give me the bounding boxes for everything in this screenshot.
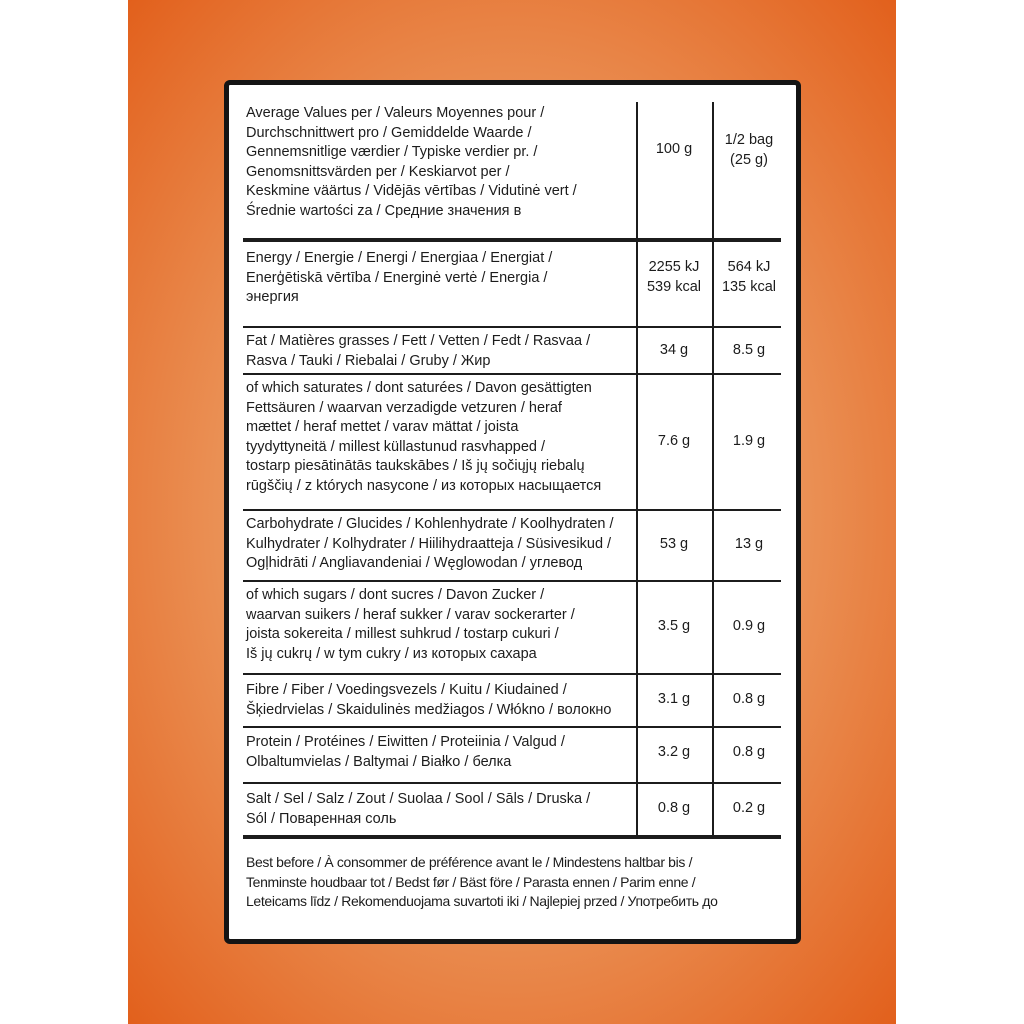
saturates-per-half-bag: 1.9 g: [732, 433, 766, 449]
table-header-row: [243, 102, 781, 238]
protein-label: Protein / Protéines / Eiwitten / Proteiinia / Valgud / Olbaltumvielas / Baltymai / Białko / белка: [246, 734, 565, 770]
fat-label: Fat / Matières grasses / Fett / Vetten / Fedt / Rasvaa / Rasva / Tauki / Riebalai / Gruby / Жир: [246, 333, 591, 369]
table-row-protein: [243, 728, 781, 782]
header-per-100g: 100 g: [655, 141, 693, 157]
table-row-sugars: [243, 582, 781, 673]
table-row-saturates: [243, 375, 781, 509]
fibre-per-100g: 3.1 g: [657, 691, 691, 707]
saturates-per-100g: 7.6 g: [657, 433, 691, 449]
salt-per-half-bag: 0.2 g: [732, 800, 766, 816]
sugars-per-half-bag: 0.9 g: [732, 618, 766, 634]
protein-per-100g: 3.2 g: [657, 744, 691, 760]
energy-per-100g: 2255 kJ 539 kcal: [646, 259, 701, 295]
energy-per-half-bag: 564 kJ 135 kcal: [721, 259, 776, 295]
energy-label: Energy / Energie / Energi / Energiaa / Energiat / Enerģētiskā vērtība / Energinė vertė / Energia / энергия: [246, 250, 553, 305]
salt-per-100g: 0.8 g: [657, 800, 691, 816]
table-row-salt: [243, 784, 781, 835]
footer-separator: [243, 835, 781, 839]
table-row-fat: [243, 328, 781, 373]
carbohydrate-per-100g: 53 g: [659, 536, 689, 552]
saturates-label: of which saturates / dont saturées / Davon gesättigten Fettsäuren / waarvan verzadigde vetzuren / heraf mættet / heraf mettet / varav mättat / joista tyydyttyneitä / millest küllastunud rasvhapped / tostarp piesātinātās taukskābes / Iš jų sočiųjų riebalų rūgščių / z których nasycone / из которых насыщается: [246, 380, 602, 494]
protein-per-half-bag: 0.8 g: [732, 744, 766, 760]
nutrition-label-panel: [224, 80, 801, 944]
carbohydrate-label: Carbohydrate / Glucides / Kohlenhydrate / Koolhydraten / Kulhydrater / Kolhydrater / Hiilihydraatteja / Süsivesikud / Ogļhidrāti / Angliavandeniai / Węglowodan / углевод: [246, 516, 614, 571]
fat-per-100g: 34 g: [659, 342, 689, 358]
carbohydrate-per-half-bag: 13 g: [734, 536, 764, 552]
table-row-energy: [243, 242, 781, 326]
sugars-per-100g: 3.5 g: [657, 618, 691, 634]
table-row-carbohydrate: [243, 511, 781, 580]
salt-label: Salt / Sel / Salz / Zout / Suolaa / Sool / Sāls / Druska / Sól / Поваренная соль: [246, 791, 591, 827]
best-before-text: Best before / À consommer de préférence avant le / Mindestens haltbar bis / Tenminste houdbaar tot / Bedst før / Bäst före / Parasta ennen / Parim enne / Leteicams līdz / Rekomenduojama suvartoti iki / Najlepiej przed / Употребить до: [246, 854, 718, 909]
fat-per-half-bag: 8.5 g: [732, 342, 766, 358]
header-per-half-bag: 1/2 bag (25 g): [724, 132, 774, 168]
header-label: Average Values per / Valeurs Moyennes pour / Durchschnittwert pro / Gemiddelde Waarde / Gennemsnitlige værdier / Typiske verdier pr. / Genomsnittsvärden per / Keskiarvot per / Keskmine väärtus / Vidējās vērtības / Vidutinė vert / Średnie wartości za / Средние значения в: [246, 105, 577, 219]
fibre-label: Fibre / Fiber / Voedingsvezels / Kuitu / Kiudained / Šķiedrvielas / Skaidulinės medžiagos / Włókno / волокно: [246, 682, 612, 718]
fibre-per-half-bag: 0.8 g: [732, 691, 766, 707]
table-row-fibre: [243, 675, 781, 726]
sugars-label: of which sugars / dont sucres / Davon Zucker / waarvan suikers / heraf sukker / varav sockerarter / joista sokereita / millest suhkrud / tostarp cukuri / Iš jų cukrų / w tym cukry / из которых сахара: [246, 587, 575, 662]
